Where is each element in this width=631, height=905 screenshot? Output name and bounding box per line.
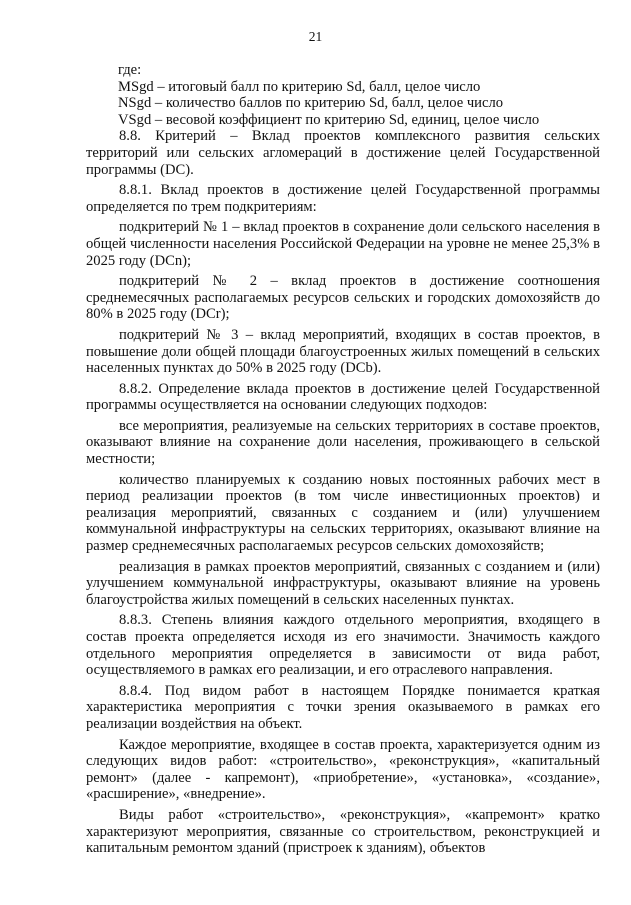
- paragraph-where: где:: [118, 62, 142, 78]
- paragraph-8-8-3: 8.8.3. Степень влияния каждого отдельного мероприятия, входящего в состав проекта определяется исходя из его значимости. Значимость каждого отдельного мероприятия определяется в зависимости от вида работ, осуществляемого в рамках его реализации, и его отраслевого направления.: [86, 612, 600, 679]
- paragraph-subcriterion-3: подкритерий № 3 – вклад мероприятий, входящих в состав проектов, в повышение доли общей площади благоустроенных жилых помещений в сельских населенных пунктах до 50% в 2025 году (DCb).: [86, 326, 600, 377]
- paragraph-construction-types: Виды работ «строительство», «реконструкция», «капремонт» кратко характеризуют мероприятия, связанные со строительством, реконструкцией и капитальным ремонтом зданий (пристроек к зданиям), объектов: [86, 806, 600, 857]
- paragraph-8-8-2: 8.8.2. Определение вклада проектов в достижение целей Государственной программы осуществляется на основании следующих подходов:: [86, 380, 600, 414]
- paragraph-approach-3: реализация в рамках проектов мероприятий, связанных с созданием и (или) улучшением коммунальной инфраструктуры, оказывают влияние на уровень благоустройства жилых помещений в сельских населенных пунктах.: [86, 558, 600, 608]
- document-body: [86, 62, 600, 857]
- paragraph-8-8-1: 8.8.1. Вклад проектов в достижение целей Государственной программы определяется по трем подкритериям:: [86, 182, 600, 215]
- paragraph-8-8-4: 8.8.4. Под видом работ в настоящем Порядке понимается краткая характеристика мероприятия с точки зрения оказываемого в рамках его реализации воздействия на объект.: [86, 682, 600, 732]
- paragraph-vsgd-definition: VSgd – весовой коэффициент по критерию Sd, единиц, целое число: [118, 111, 540, 128]
- paragraph-subcriterion-2: подкритерий № 2 – вклад проектов в достижение соотношения среднемесячных располагаемых ресурсов сельских и городских домохозяйств до 80% в 2025 году (DCr);: [86, 273, 600, 323]
- paragraph-msgd-definition: MSgd – итоговый балл по критерию Sd, балл, целое число: [118, 78, 481, 95]
- page-number: 21: [308, 29, 323, 44]
- paragraph-approach-2: количество планируемых к созданию новых постоянных рабочих мест в период реализации проектов (в том числе инвестиционных проектов) и реализация мероприятий, связанных с созданием и (или) улучшением коммунальной инфраструктуры на сельских территориях, оказывают влияние на размер среднемесячных располагаемых ресурсов сельских домохозяйств;: [86, 471, 600, 555]
- paragraph-work-types: Каждое мероприятие, входящее в состав проекта, характеризуется одним из следующих видов работ: «строительство», «реконструкция», «капитальный ремонт» (далее - капремонт), «приобретение», «установка», «создание», «расширение», «внедрение».: [86, 736, 600, 803]
- paragraph-nsgd-definition: NSgd – количество баллов по критерию Sd, балл, целое число: [118, 95, 504, 112]
- paragraph-subcriterion-1: подкритерий № 1 – вклад проектов в сохранение доли сельского населения в общей численности населения Российской Федерации на уровне не менее 25,3% в 2025 году (DCn);: [86, 219, 600, 269]
- paragraph-approach-1: все мероприятия, реализуемые на сельских территориях в составе проектов, оказывают влияние на сохранение доли населения, проживающего в сельской местности;: [86, 417, 600, 468]
- paragraph-8-8: 8.8. Критерий – Вклад проектов комплексного развития сельских территорий или сельских агломераций в достижение целей Государственной программы (DC).: [86, 128, 600, 178]
